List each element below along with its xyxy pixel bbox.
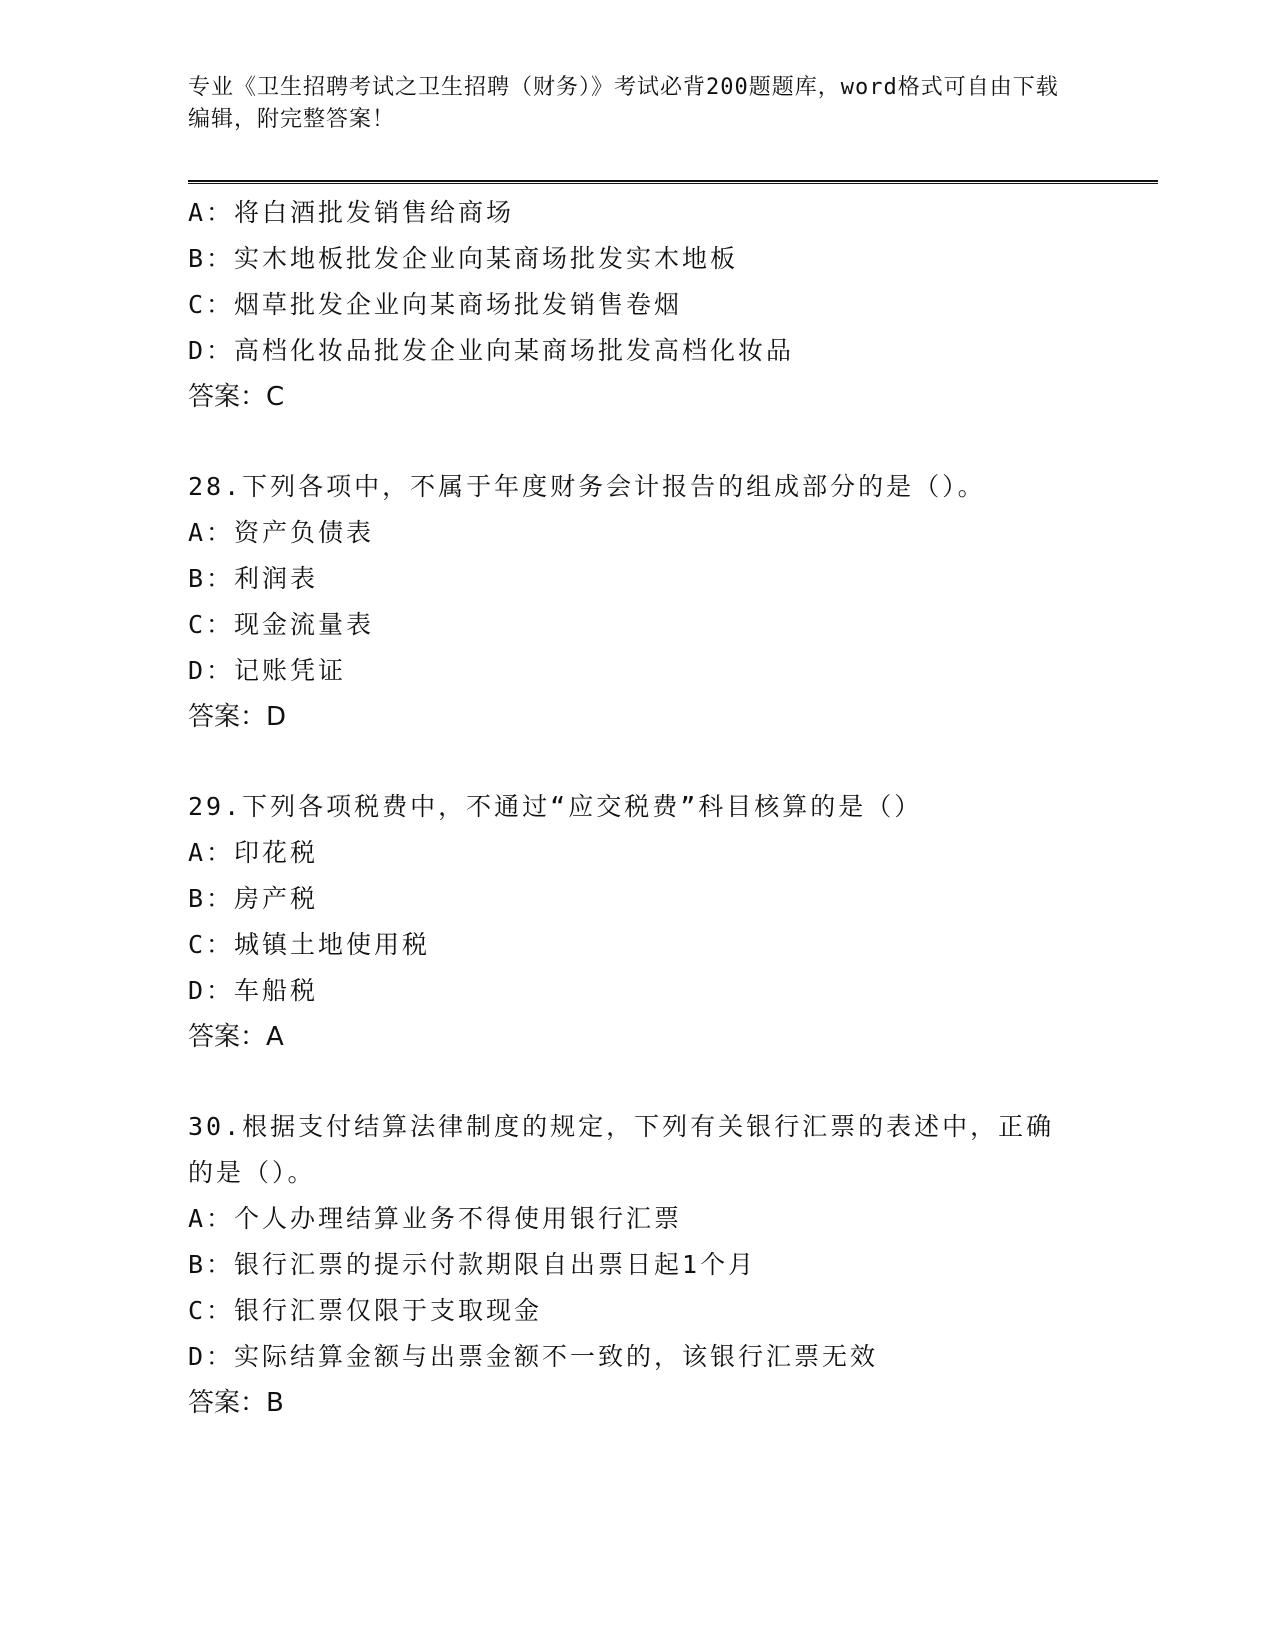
option-c: C：城镇土地使用税	[188, 930, 431, 959]
option-d: D：记账凭证	[188, 656, 347, 685]
document-header: 专业《卫生招聘考试之卫生招聘（财务）》考试必背200题题库，word格式可自由下载编辑，附完整答案！	[188, 75, 1059, 132]
header-divider	[188, 180, 1158, 184]
option-a: A：个人办理结算业务不得使用银行汇票	[188, 1204, 683, 1233]
question-29	[188, 784, 1088, 1060]
option-c: C：现金流量表	[188, 610, 375, 639]
option-b: B：实木地板批发企业向某商场批发实木地板	[188, 244, 739, 273]
answer: 答案：B	[188, 1388, 284, 1418]
question-stem: 29.下列各项税费中，不通过“应交税费”科目核算的是（）	[188, 792, 923, 821]
question-30	[188, 1104, 1088, 1426]
option-a: A：印花税	[188, 838, 319, 867]
option-a: A：将白酒批发销售给商场	[188, 198, 515, 227]
option-a: A：资产负债表	[188, 518, 375, 547]
answer: 答案：A	[188, 1022, 284, 1052]
option-b: B：银行汇票的提示付款期限自出票日起1个月	[188, 1250, 757, 1279]
option-c: C：烟草批发企业向某商场批发销售卷烟	[188, 290, 683, 319]
question-stem-line-2: 的是（）。	[188, 1158, 316, 1187]
option-b: B：利润表	[188, 564, 319, 593]
option-d: D：车船税	[188, 976, 319, 1005]
question-28	[188, 464, 1088, 740]
answer: 答案：C	[188, 382, 285, 412]
option-d: D：高档化妆品批发企业向某商场批发高档化妆品	[188, 336, 795, 365]
question-27-partial	[188, 190, 1088, 420]
question-list	[188, 190, 1088, 1426]
option-c: C：银行汇票仅限于支取现金	[188, 1296, 543, 1325]
question-stem-line-1: 30.根据支付结算法律制度的规定，下列有关银行汇票的表述中，正确	[188, 1112, 1055, 1141]
option-d: D：实际结算金额与出票金额不一致的，该银行汇票无效	[188, 1342, 879, 1371]
answer: 答案：D	[188, 702, 287, 732]
option-b: B：房产税	[188, 884, 319, 913]
question-stem: 28.下列各项中，不属于年度财务会计报告的组成部分的是（）。	[188, 472, 986, 501]
